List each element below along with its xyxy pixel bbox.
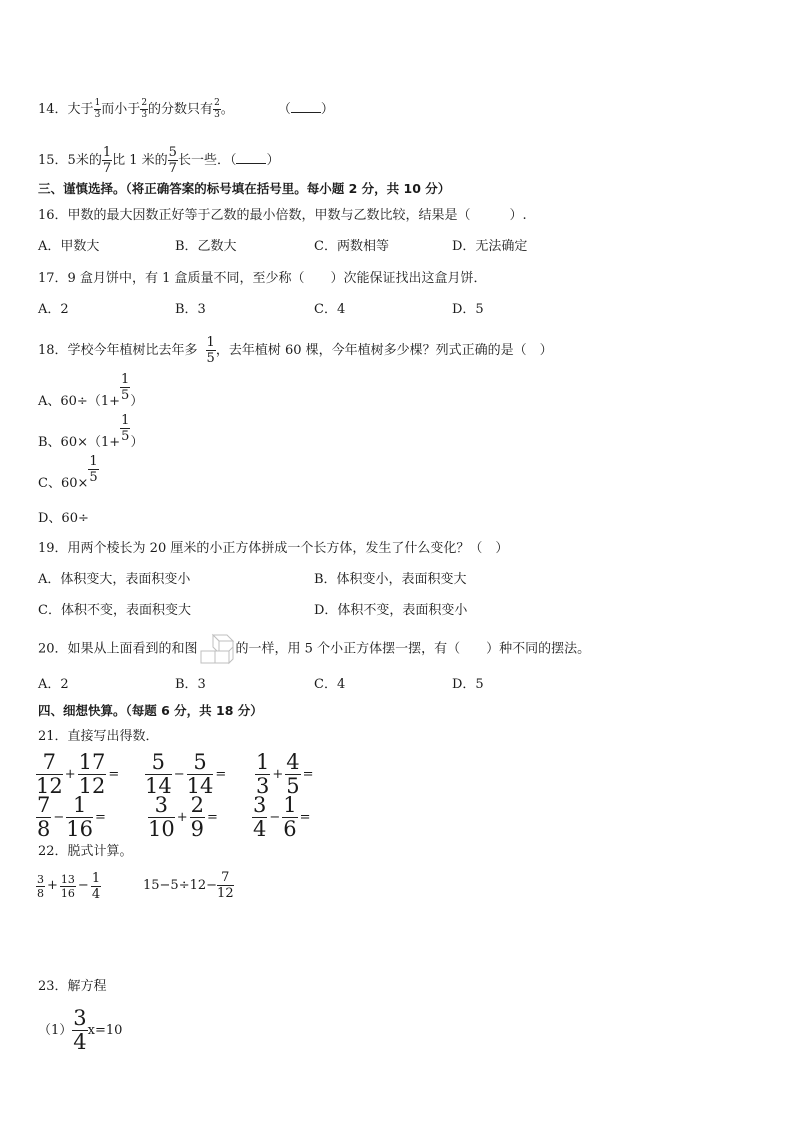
option-c[interactable]: C．4: [314, 302, 346, 317]
option-a[interactable]: A、60÷（1+ $\frac{1}{5}$ ）: [38, 372, 144, 409]
expression-5: $\frac{3}{10}$ + $\frac{2}{9}$ =: [148, 793, 218, 841]
option-a[interactable]: A．甲数大: [38, 239, 100, 254]
option-d[interactable]: D．体积不变，表面积变小: [314, 603, 468, 618]
question-18: 18．学校今年植树比去年多 $\frac{1}{5}$ ，去年植树 60 棵，今年植树多少棵？列式正确的是（ ）: [38, 335, 553, 366]
section-3-heading: 三、谨慎选择。（将正确答案的标号填在括号里。每小题 2 分，共 10 分）: [38, 181, 451, 196]
expression-6: $\frac{3}{4}$ − $\frac{1}{6}$ =: [253, 793, 311, 841]
option-b[interactable]: B．3: [175, 302, 206, 317]
expression-7: $\frac{3}{8}$ + $\frac{13}{16}$ − $\frac{1}{4}$: [37, 870, 101, 902]
question-20: 20．如果从上面看到的和图 的一样，用 5 个小正方体摆一摆，有（ ）种不同的摆法。: [38, 633, 590, 666]
fraction: $\frac{2}{3}$: [141, 98, 148, 120]
question-17: 17．9 盒月饼中，有 1 盒质量不同，至少称（ ）次能保证找出这盒月饼．: [38, 271, 487, 286]
option-d[interactable]: D．无法确定: [452, 239, 528, 254]
question-16: 16．甲数的最大因数正好等于乙数的最小倍数，甲数与乙数比较，结果是（ ）.: [38, 208, 527, 223]
option-a[interactable]: A．体积变大，表面积变小: [38, 572, 191, 587]
option-c[interactable]: C．体积不变，表面积变大: [38, 603, 191, 618]
question-19: 19．用两个棱长为 20 厘米的小正方体拼成一个长方体，发生了什么变化？（ ）: [38, 541, 509, 556]
fraction: $\frac{1}{5}$: [121, 372, 130, 403]
option-a[interactable]: A．2: [38, 302, 69, 317]
equation-1: （1） $\frac{3}{4}$ x=10: [38, 1006, 123, 1054]
section-4-heading: 四、细想快算。（每题 6 分，共 18 分）: [38, 703, 263, 718]
option-b[interactable]: B、60×（1+ $\frac{1}{5}$ ）: [38, 413, 144, 450]
question-23: 23．解方程: [38, 979, 107, 994]
fraction: $\frac{1}{3}$: [94, 98, 101, 120]
cube-view-figure: [199, 633, 235, 665]
expression-2: $\frac{5}{14}$ − $\frac{5}{14}$ =: [145, 750, 227, 798]
question-15: 15．5米的 $\frac{1}{7}$ 比 1 米的 $\frac{5}{7}$ 长一些．（ ）: [38, 145, 280, 176]
option-b[interactable]: B．乙数大: [175, 239, 237, 254]
option-d[interactable]: D、60÷: [38, 511, 89, 526]
fraction: $\frac{1}{5}$: [121, 413, 130, 444]
fraction: $\frac{1}{7}$: [102, 145, 112, 176]
option-b[interactable]: B．体积变小，表面积变大: [314, 572, 467, 587]
expression-3: $\frac{1}{3}$ + $\frac{4}{5}$ =: [256, 750, 314, 798]
answer-blank[interactable]: [236, 151, 266, 164]
option-a[interactable]: A．2: [38, 677, 69, 692]
option-c[interactable]: C．4: [314, 677, 346, 692]
option-b[interactable]: B．3: [175, 677, 206, 692]
question-21: 21．直接写出得数．: [38, 729, 159, 744]
expression-8: 15−5÷12− $\frac{7}{12}$: [143, 870, 234, 901]
expression-1: $\frac{7}{12}$ + $\frac{17}{12}$ =: [36, 750, 120, 798]
option-c[interactable]: C．两数相等: [314, 239, 389, 254]
expression-4: $\frac{7}{8}$ − $\frac{1}{16}$ =: [37, 793, 106, 841]
answer-blank[interactable]: [291, 100, 321, 113]
question-14: 14．大于 $\frac{1}{3}$ 而小于 $\frac{2}{3}$ 的分数只有 $\frac{2}{3}$ 。 （ ）: [38, 98, 334, 120]
option-d[interactable]: D．5: [452, 677, 484, 692]
fraction: $\frac{1}{5}$: [206, 335, 215, 366]
fraction: $\frac{5}{7}$: [168, 145, 177, 176]
option-d[interactable]: D．5: [452, 302, 484, 317]
fraction: $\frac{1}{5}$: [89, 454, 98, 485]
fraction: $\frac{2}{3}$: [214, 98, 220, 120]
question-22: 22．脱式计算。: [38, 844, 133, 859]
option-c[interactable]: C、60× $\frac{1}{5}$: [38, 454, 98, 491]
